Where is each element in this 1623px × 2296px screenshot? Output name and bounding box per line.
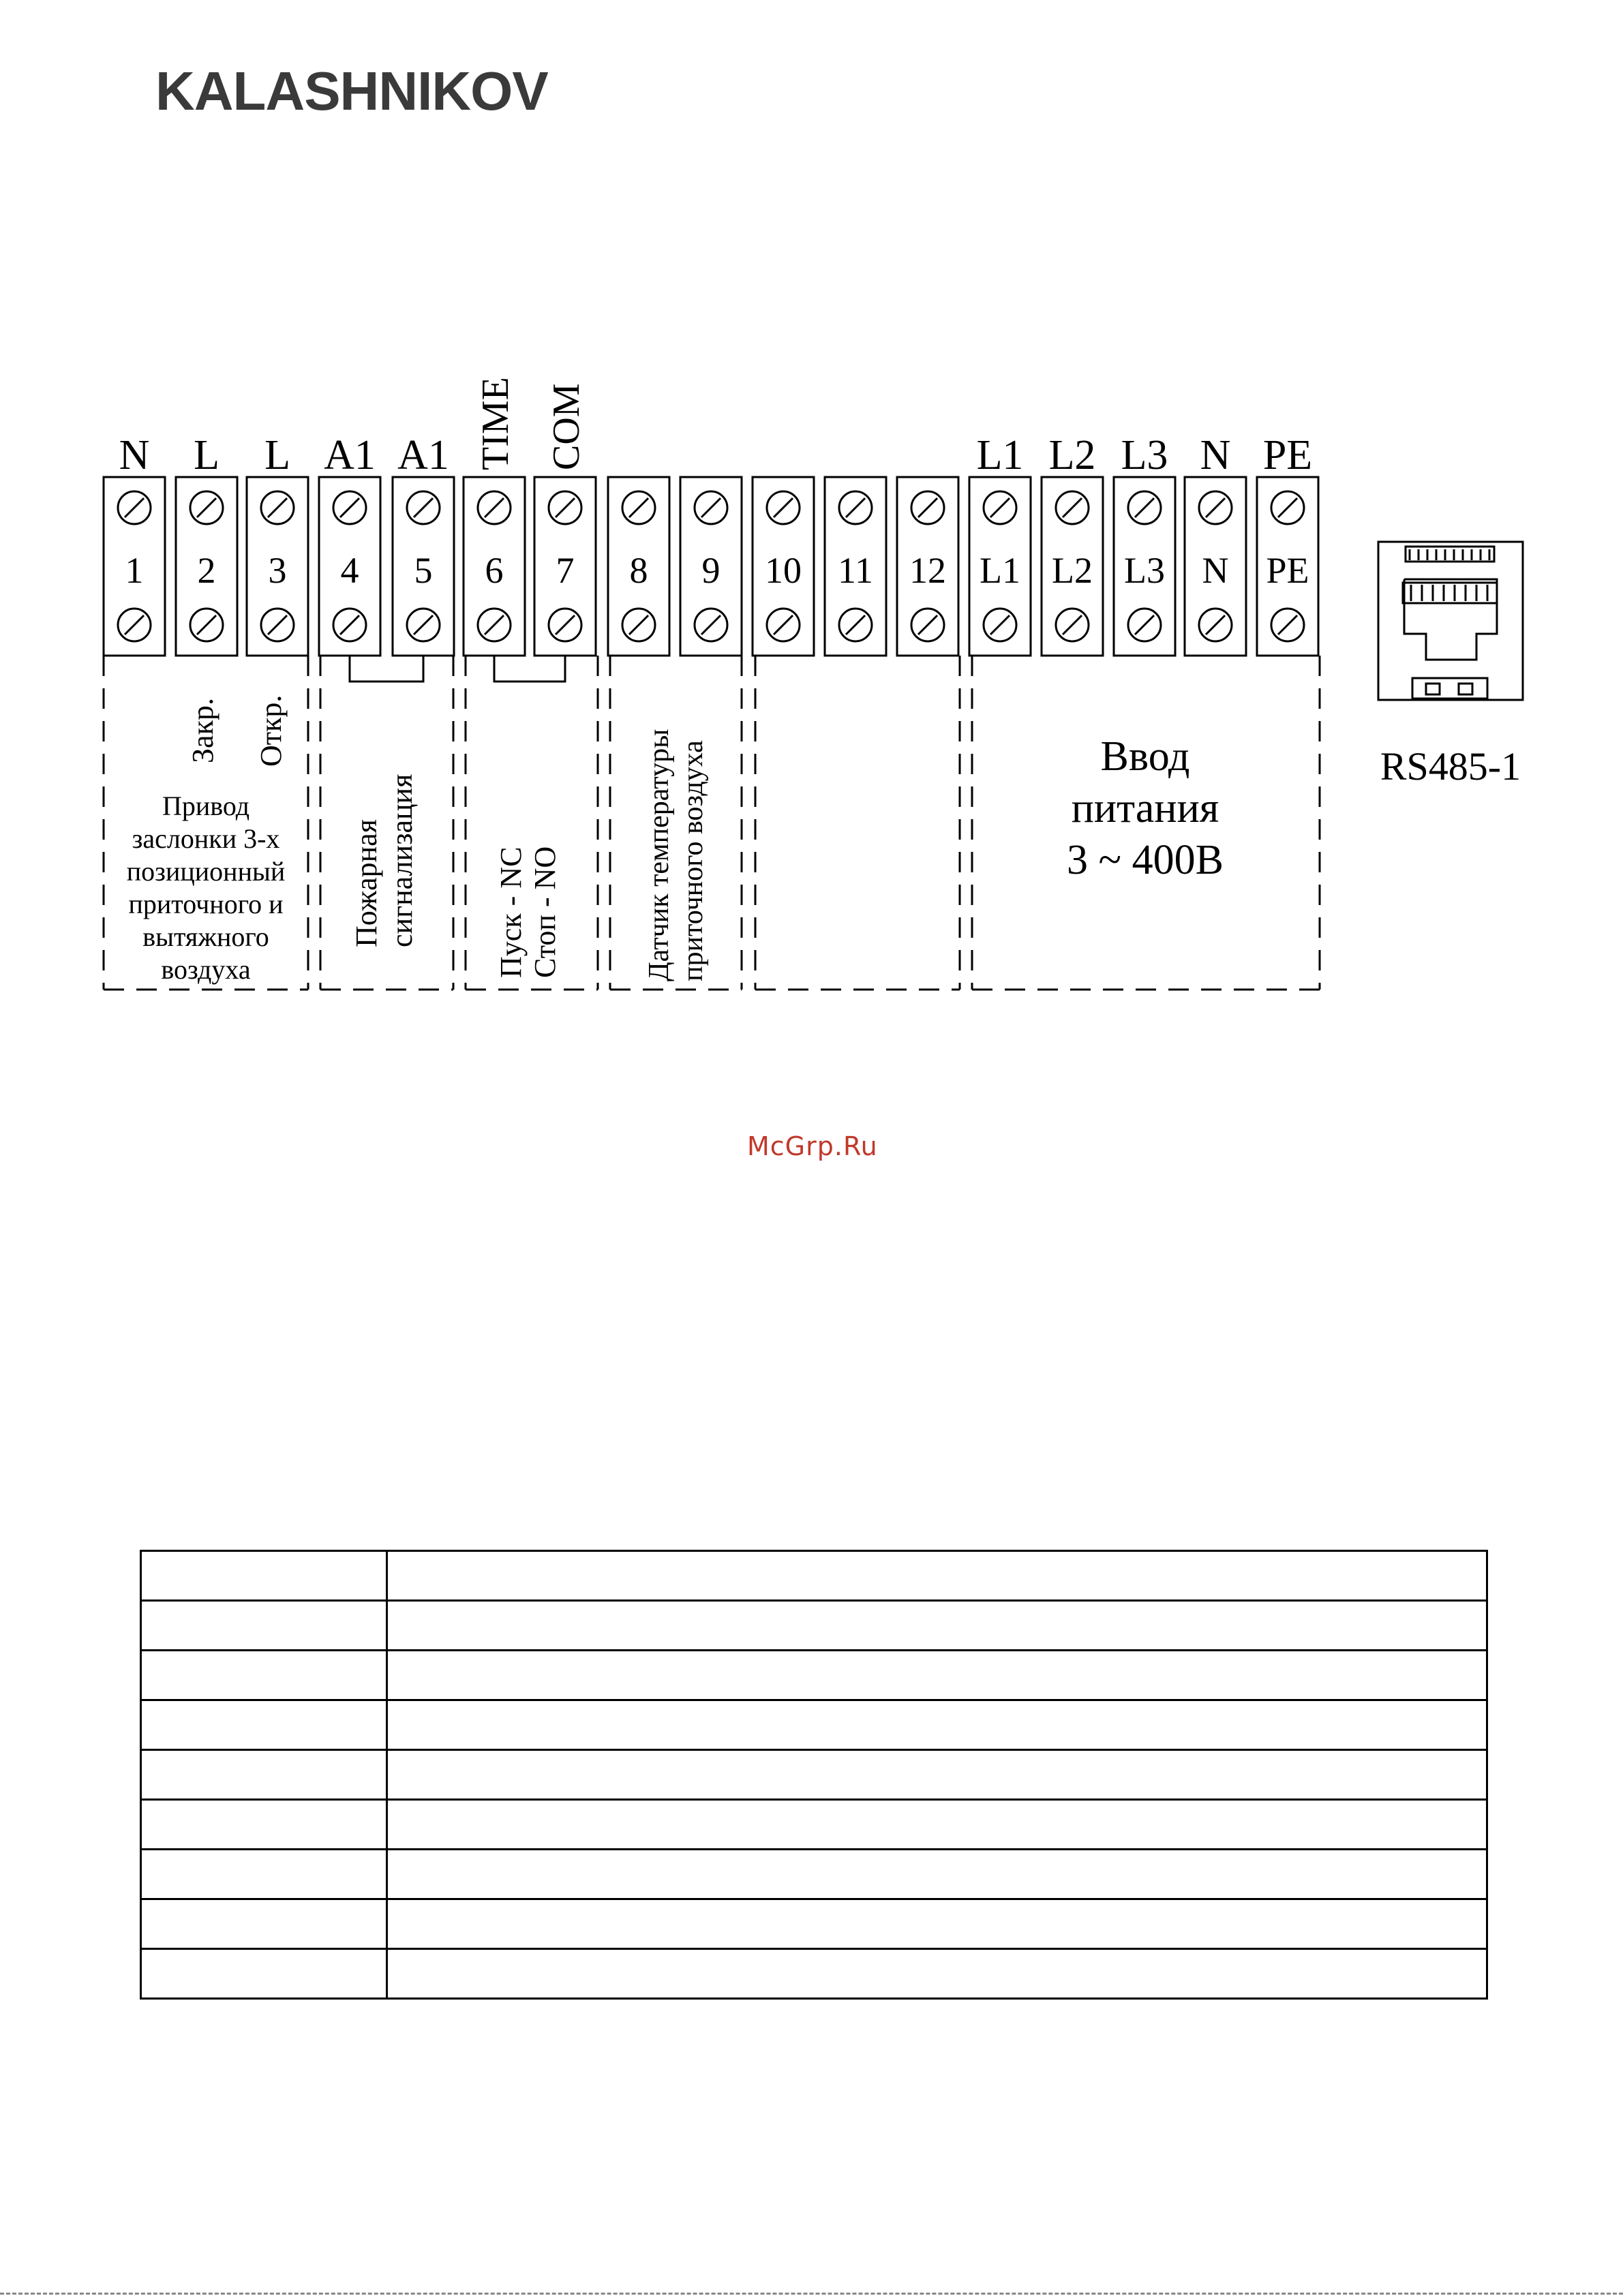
table-cell-key — [141, 1899, 387, 1949]
screw-slot — [556, 615, 575, 634]
screw-slot — [485, 498, 504, 517]
damper-description-line: воздуха — [161, 954, 251, 985]
table-cell-key — [141, 1651, 387, 1700]
table-cell-value — [387, 1949, 1487, 1999]
terminal-top-label: A1 — [397, 432, 449, 478]
terminal-number: 11 — [838, 550, 873, 591]
page-bottom-divider — [0, 2293, 1623, 2295]
table-cell-key — [141, 1601, 387, 1651]
table-cell-value — [387, 1750, 1487, 1800]
screw-slot — [918, 615, 937, 634]
table-cell-key — [141, 1700, 387, 1750]
power-input-line: Ввод — [1100, 733, 1190, 780]
damper-description-line: позиционный — [126, 856, 286, 887]
temp-sensor-line: Датчик температуры — [643, 729, 675, 981]
screw-slot — [125, 615, 144, 634]
terminal-number: L1 — [980, 550, 1020, 591]
terminal-number: N — [1202, 550, 1229, 591]
table-cell-value — [387, 1899, 1487, 1949]
screw-slot — [1278, 615, 1297, 634]
terminal-number: 4 — [340, 550, 359, 591]
table-row — [141, 1601, 1487, 1651]
table-row — [141, 1850, 1487, 1899]
terminal-top-label: A1 — [324, 432, 376, 478]
table-cell-value — [387, 1850, 1487, 1899]
rs485-led-right — [1459, 684, 1472, 694]
rs485-latch — [1412, 678, 1487, 699]
terminal-top-label: L1 — [976, 432, 1024, 478]
screw-slot — [414, 615, 433, 634]
screw-slot — [125, 498, 144, 517]
terminal-number: L2 — [1052, 550, 1093, 591]
table-cell-value — [387, 1700, 1487, 1750]
spec-table — [140, 1550, 1488, 2000]
table-cell-key — [141, 1800, 387, 1850]
table-cell-key — [141, 1850, 387, 1899]
screw-slot — [774, 498, 793, 517]
screw-slot — [1135, 615, 1154, 634]
rj45-contact-area — [1403, 583, 1497, 603]
terminal-top-label: L3 — [1121, 432, 1168, 478]
screw-slot — [1063, 615, 1082, 634]
table-row — [141, 1551, 1487, 1601]
terminal-number: 10 — [765, 550, 802, 591]
terminal-top-label: L — [194, 432, 219, 478]
terminal-number: 3 — [268, 550, 287, 591]
table-cell-value — [387, 1551, 1487, 1601]
power-input-line: 3 ~ 400В — [1067, 837, 1224, 883]
screw-slot — [197, 615, 216, 634]
terminal-number: PE — [1266, 550, 1309, 591]
fire-alarm-line: Пожарная — [350, 819, 383, 947]
screw-slot — [485, 615, 504, 634]
table-row — [141, 1800, 1487, 1850]
terminal-top-label: L2 — [1048, 432, 1096, 478]
rj45-jack-outline — [1404, 579, 1497, 660]
screw-slot — [1063, 498, 1082, 517]
terminal-top-label: TIME — [474, 377, 517, 470]
terminal-number: 1 — [125, 550, 144, 591]
screw-slot — [1206, 498, 1225, 517]
table-row — [141, 1651, 1487, 1700]
jumper-bracket — [494, 656, 565, 682]
screw-slot — [556, 498, 575, 517]
terminal-top-label: N — [119, 432, 150, 478]
table-cell-key — [141, 1750, 387, 1800]
damper-description-line: заслонки 3-х — [132, 823, 280, 854]
screw-slot — [629, 615, 648, 634]
screw-slot — [990, 498, 1010, 517]
damper-description-line: вытяжного — [142, 921, 269, 952]
table-row — [141, 1899, 1487, 1949]
screw-slot — [1135, 498, 1154, 517]
rs485-label: RS485-1 — [1380, 744, 1521, 789]
terminal-number: L3 — [1124, 550, 1165, 591]
screw-slot — [701, 498, 721, 517]
terminal-number: 9 — [701, 550, 721, 591]
screw-slot — [990, 615, 1010, 634]
screw-slot — [1278, 498, 1297, 517]
rs485-led-left — [1426, 684, 1440, 694]
wiring-diagram — [0, 0, 1623, 1063]
table-cell-key — [141, 1949, 387, 1999]
damper-close-label: Закр. — [186, 698, 219, 763]
table-cell-value — [387, 1800, 1487, 1850]
table-row — [141, 1700, 1487, 1750]
terminal-top-label: COM — [545, 383, 588, 470]
screw-slot — [197, 498, 216, 517]
screw-slot — [268, 615, 287, 634]
damper-description-line: Привод — [162, 791, 250, 821]
start-stop-line: Стоп - NO — [528, 846, 562, 978]
screw-slot — [340, 498, 359, 517]
brand-logo: KALASHNIKOV — [155, 61, 548, 121]
table-row — [141, 1949, 1487, 1999]
temp-sensor-line: приточного воздуха — [678, 740, 709, 981]
screw-slot — [414, 498, 433, 517]
screw-slot — [774, 615, 793, 634]
fire-alarm-line: сигнализация — [385, 774, 419, 947]
terminal-top-label: L — [264, 432, 290, 478]
terminal-top-label: N — [1200, 432, 1231, 478]
screw-slot — [846, 498, 865, 517]
screw-slot — [268, 498, 287, 517]
screw-slot — [340, 615, 359, 634]
watermark: McGrp.Ru — [747, 1131, 878, 1161]
table-cell-key — [141, 1551, 387, 1601]
jumper-bracket — [350, 656, 423, 682]
terminal-number: 7 — [556, 550, 575, 591]
start-stop-line: Пуск - NC — [494, 846, 528, 978]
table-cell-value — [387, 1601, 1487, 1651]
terminal-number: 8 — [629, 550, 648, 591]
screw-slot — [1206, 615, 1225, 634]
terminal-number: 6 — [485, 550, 504, 591]
terminal-number: 5 — [414, 550, 433, 591]
terminal-number: 2 — [197, 550, 216, 591]
power-input-line: питания — [1071, 785, 1219, 831]
screw-slot — [846, 615, 865, 634]
damper-description-line: приточного и — [128, 889, 284, 919]
screw-slot — [701, 615, 721, 634]
screw-slot — [918, 498, 937, 517]
table-cell-value — [387, 1651, 1487, 1700]
damper-open-label: Откр. — [254, 694, 288, 767]
terminal-top-label: PE — [1262, 432, 1313, 478]
table-row — [141, 1750, 1487, 1800]
screw-slot — [629, 498, 648, 517]
terminal-number: 12 — [909, 550, 946, 591]
rs485-connector-icon — [1378, 542, 1523, 700]
